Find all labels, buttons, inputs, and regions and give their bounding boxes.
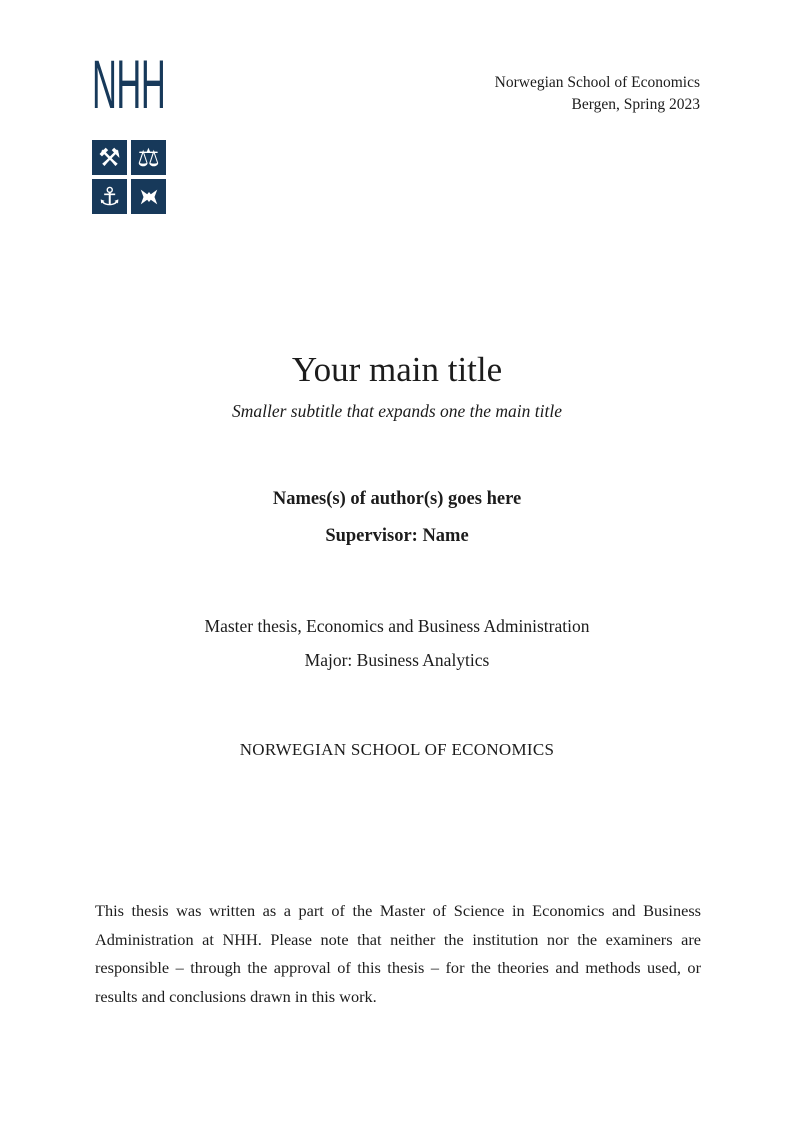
scales-icon: ⚖ [131, 140, 166, 175]
corner-institution [495, 72, 700, 116]
nhh-logotype: NHH [92, 46, 166, 123]
crossed-hammers-icon: ⚒ [92, 140, 127, 175]
supervisor-line: Supervisor: Name [325, 526, 469, 546]
anchor-icon: ⚓ [92, 179, 127, 214]
dried-fish-icon [131, 179, 166, 214]
page-title: Your main title [291, 350, 503, 389]
program-line-1: Master thesis, Economics and Business Administration [204, 616, 590, 636]
program-line-2: Major: Business Analytics [304, 650, 490, 670]
nhh-crest-grid [92, 140, 239, 214]
nhh-logo [92, 46, 239, 214]
corner-line-semester: Bergen, Spring 2023 [571, 96, 700, 113]
authors-line: Names(s) of author(s) goes here [272, 489, 522, 509]
school-name: NORWEGIAN SCHOOL OF ECONOMICS [239, 740, 555, 759]
disclaimer-paragraph: This thesis was written as a part of the Master of Science in Economics and Business Administration at NHH. Please note that neither the institution nor the examiners are responsible – through the approval of this thesis – for the theories and methods used, or results and conclusions drawn in this work. [95, 901, 701, 1006]
corner-line-institution: Norwegian School of Economics [494, 74, 700, 91]
page-subtitle: Smaller subtitle that expands one the main title [231, 401, 563, 421]
